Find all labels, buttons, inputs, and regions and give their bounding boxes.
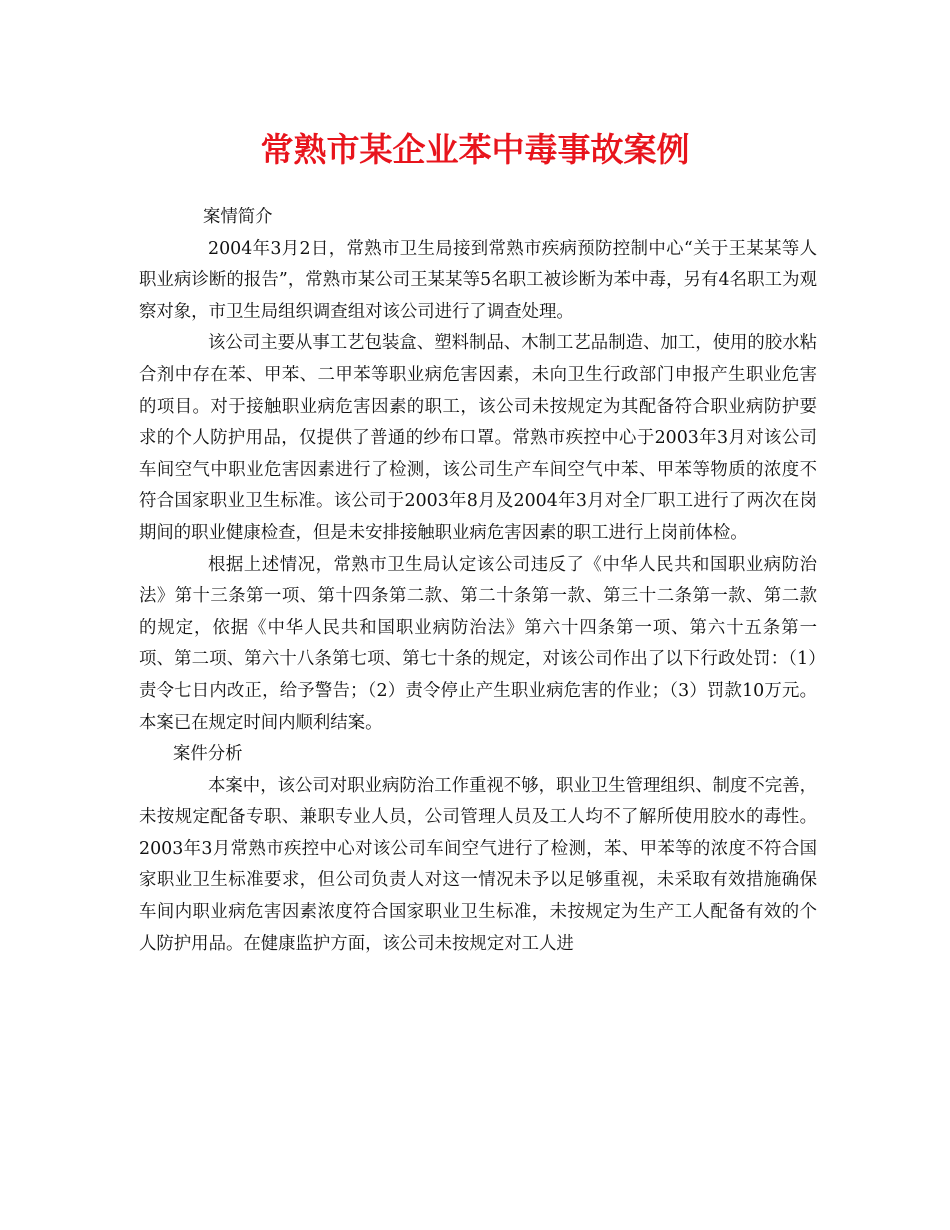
page-title: 常熟市某企业苯中毒事故案例 [260, 130, 690, 169]
paragraph-case-report: 2004年3月2日，常熟市卫生局接到常熟市疾病预防控制中心“关于王某某等人职业病诊断的报告”，常熟市某公司王某某等5名职工被诊断为苯中毒，另有4名职工为观察对象，市卫生局组织调查组对该公司进行了调查处理。 [139, 238, 817, 322]
section-heading-case-summary: 案情简介 [203, 207, 273, 227]
document-body [139, 202, 817, 960]
paragraph-company-background: 该公司主要从事工艺包装盒、塑料制品、木制工艺品制造、加工，使用的胶水粘合剂中存在苯、甲苯、二甲苯等职业病危害因素，未向卫生行政部门申报产生职业危害的项目。对于接触职业病危害因素的职工，该公司未按规定为其配备符合职业病防护要求的个人防护用品，仅提供了普通的纱布口罩。常熟市疾控中心于2003年3月对该公司车间空气中职业危害因素进行了检测，该公司生产车间空气中苯、甲苯等物质的浓度不符合国家职业卫生标准。该公司于2003年8月及2004年3月对全厂职工进行了两次在岗期间的职业健康检查，但是未安排接触职业病危害因素的职工进行上岗前体检。 [139, 333, 817, 543]
paragraph-penalty: 根据上述情况，常熟市卫生局认定该公司违反了《中华人民共和国职业病防治法》第十三条第一项、第十四条第二款、第二十条第一款、第三十二条第一款、第二款的规定，依据《中华人民共和国职业病防治法》第六十四条第一项、第六十五条第一项、第二项、第六十八条第七项、第七十条的规定，对该公司作出了以下行政处罚：（1）责令七日内改正，给予警告；（2）责令停止产生职业病危害的作业；（3）罚款10万元。本案已在规定时间内顺利结案。 [139, 554, 817, 733]
section-heading-case-analysis: 案件分析 [173, 744, 243, 765]
paragraph-analysis: 本案中，该公司对职业病防治工作重视不够，职业卫生管理组织、制度不完善，未按规定配备专职、兼职专业人员，公司管理人员及工人均不了解所使用胶水的毒性。2003年3月常熟市疾控中心对该公司车间空气进行了检测，苯、甲苯等的浓度不符合国家职业卫生标准要求，但公司负责人对这一情况未予以足够重视，未采取有效措施确保车间内职业病危害因素浓度符合国家职业卫生标准，未按规定为生产工人配备有效的个人防护用品。在健康监护方面，该公司未按规定对工人进 [139, 775, 817, 954]
